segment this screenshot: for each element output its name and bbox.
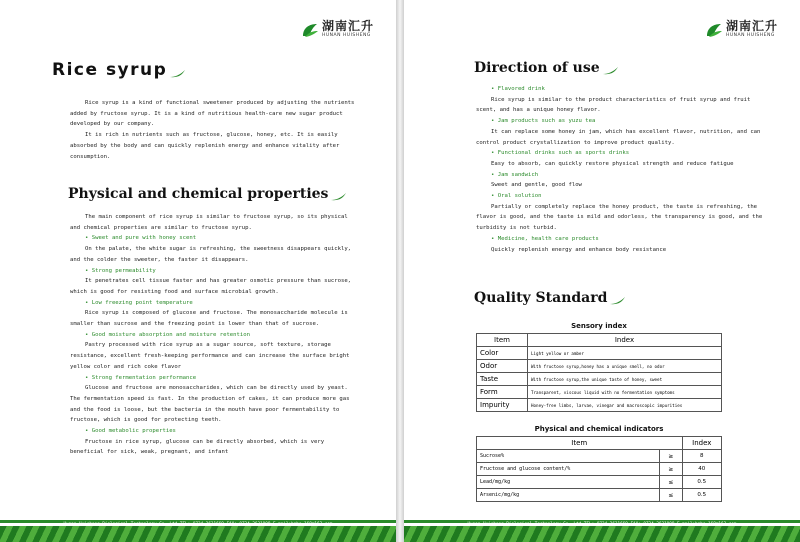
footer-contact: Hunan Huisheng Biological Technology Co.,Ltd TEL: 0734-2631669 FAX: 0734-2631009 E-mail:hnhs_168@163.com — [467, 522, 737, 527]
leaf-logo-icon — [705, 22, 723, 38]
table-row: Arsenic/mg/kg ≤ 0.5 — [477, 489, 722, 502]
intro-text: Rice syrup is a kind of functional sweetener produced by adjusting the nutrients added by fructose syrup. It is a kind of nutritious health-care new sugar product developed by our company. It is rich in nutrients such as fructose, glucose, honey, etc. It is easily absorbed by the body and can quickly replenish energy and enhance vitality after consumption. — [70, 100, 355, 160]
table-row: Color Light yellow or amber — [477, 347, 722, 360]
uses-list — [476, 84, 772, 255]
use-head: • Oral solution — [491, 193, 542, 200]
use-text: Easy to absorb, can quickly restore physical strength and reduce fatigue — [491, 160, 734, 167]
property-head: • Low freezing point temperature — [85, 299, 193, 306]
table-row: Fructose and glucose content/% ≥ 40 — [477, 463, 722, 476]
sensory-table — [476, 333, 722, 412]
right-page — [404, 0, 800, 542]
physchem-caption: Physical and chemical indicators — [534, 425, 664, 433]
brand-name-en: HUNAN HUISHENG — [321, 33, 371, 38]
table-row: Sucrose% ≥ 8 — [477, 450, 722, 463]
property-text: Fructose in rice syrup, glucose can be directly absorbed, which is very beneficial for sick, weak, pregnant, and infant — [70, 438, 325, 456]
use-text: Sweet and gentle, good flow — [491, 182, 582, 189]
swoosh-icon — [331, 193, 347, 201]
brand-name-en: HUNAN HUISHENG — [725, 33, 775, 38]
leaf-logo-icon — [301, 22, 319, 38]
swoosh-icon — [603, 67, 619, 75]
footer — [404, 520, 800, 542]
use-text: Rice syrup is similar to the product characteristics of fruit syrup and fruit scent, and has a unique honey flavor. — [476, 96, 751, 114]
table-row: Taste With fructose syrup,the unique taste of honey, sweet — [477, 373, 722, 386]
table-row: Form Transparent, viscous liquid with no fermentation symptoms — [477, 386, 722, 399]
quality-title: Quality Standard — [474, 290, 626, 306]
property-head: • Sweet and pure with honey scent — [85, 235, 197, 242]
footer-contact: Hunan Huisheng Biological Technology Co.,Ltd TEL: 0734-2631669 FAX: 0734-2631009 E-mail:hnhs_168@163.com — [63, 522, 333, 527]
direction-title: Direction of use — [474, 60, 619, 76]
section-title: Physical and chemical properties — [68, 186, 347, 202]
sensory-header-index: Index — [528, 334, 722, 347]
sensory-caption: Sensory index — [571, 322, 627, 330]
use-head: • Jam sandwich — [491, 171, 539, 178]
use-head: • Flavored drink — [491, 86, 545, 92]
brand-name-cn: 湖南汇升 — [321, 19, 374, 33]
use-head: • Jam products such as yuzu tea — [491, 118, 596, 125]
brand-logo — [301, 20, 374, 39]
brand-logo — [705, 20, 778, 39]
physchem-table — [476, 436, 722, 502]
brand-name-cn: 湖南汇升 — [725, 19, 778, 33]
left-page — [0, 0, 396, 542]
swoosh-icon — [170, 70, 186, 78]
property-head: • Good metabolic properties — [85, 428, 176, 435]
property-head: • Good moisture absorption and moisture retention — [85, 331, 251, 338]
page-spine — [396, 0, 404, 542]
table-row: Impurity Honey-free limbs, larvae, vinegar and macroscopic impurities — [477, 399, 722, 412]
use-text: It can replace some honey in jam, which has excellent flavor, nutrition, and can control product crystallization to improve product quality. — [476, 128, 761, 146]
property-text: Pastry processed with rice syrup as a sugar source, soft texture, storage resistance, excellent fresh-keeping performance and can increase the surface bright yellow color and rich coke flavor — [70, 342, 350, 370]
physchem-header-index: Index — [682, 437, 721, 450]
property-text: It penetrates cell tissue faster and has greater osmotic pressure than sucrose, which is good for resisting food and surface microbial growth. — [70, 278, 352, 295]
use-head: • Functional drinks such as sports drinks — [491, 150, 630, 157]
use-text: Partially or completely replace the honey product, the taste is refreshing, the flavor is good, and the taste is mild and odorless, the transparency is good, and the turbidity is not turbid. — [476, 203, 763, 232]
properties-list: The main component of rice syrup is similar to fructose syrup, so its physical and chemical properties are similar to fructose syrup. • Sweet and pure with honey scent On the palate, the white sugar is refreshing, the sweetness disappears quickly, and the colder the sweeter, the faster it disappears. • Strong permeability It penetrates cell tissue faster and has greater osmotic pressure than sucrose, which is good for resisting food and surface microbial growth. • Low freezing point temperature Rice syrup is composed of glucose and fructose. The monosaccharide molecule is smaller than sucrose and the freezing point is lower than that of sucrose. • Good moisture absorption and moisture retention Pastry processed with rice syrup as a sugar source, soft texture, storage resistance, excellent fresh-keeping performance and can increase the surface bright yellow color and rich coke flavor • Strong fermentation performance Glucose and fructose are monosaccharides, which can be directly used by yeast. The fermentation speed is fast. In the production of cakes, it can produce more gas and the food is loose, but the bacteria in the mouth have poor fermentability to fructose, which is good for protecting teeth. • Good metabolic properties Fructose in rice syrup, glucose can be directly absorbed, which is very beneficial for sick, weak, pregnant, and infant — [70, 212, 360, 458]
property-head: • Strong permeability — [85, 267, 156, 274]
footer — [0, 520, 396, 542]
property-text: On the palate, the white sugar is refreshing, the sweetness disappears quickly, and the colder the sweeter, the faster it disappears. — [70, 246, 352, 263]
use-text: Quickly replenish energy and enhance body resistance — [491, 246, 667, 253]
use-head: • Medicine, health care products — [491, 235, 599, 242]
table-row: Lead/mg/kg ≤ 0.5 — [477, 476, 722, 489]
page-title: Rice syrup — [52, 60, 186, 80]
property-text: Rice syrup is composed of glucose and fructose. The monosaccharide molecule is smaller than sucrose and the freezing point is lower than that of sucrose. — [70, 310, 348, 328]
physchem-header-item: Item — [477, 437, 683, 450]
swoosh-icon — [610, 297, 626, 305]
table-row: Odor With fructose syrup,honey has a unique smell, no odor — [477, 360, 722, 373]
sensory-header-item: Item — [477, 334, 528, 347]
property-text: Glucose and fructose are monosaccharides, which can be directly used by yeast. The fermentation speed is fast. In the production of cakes, it can produce more gas and the food is loose, but the bacteria in the mouth have poor fermentability to fructose, which is good for protecting teeth. — [70, 385, 350, 424]
property-head: • Strong fermentation performance — [85, 374, 197, 381]
